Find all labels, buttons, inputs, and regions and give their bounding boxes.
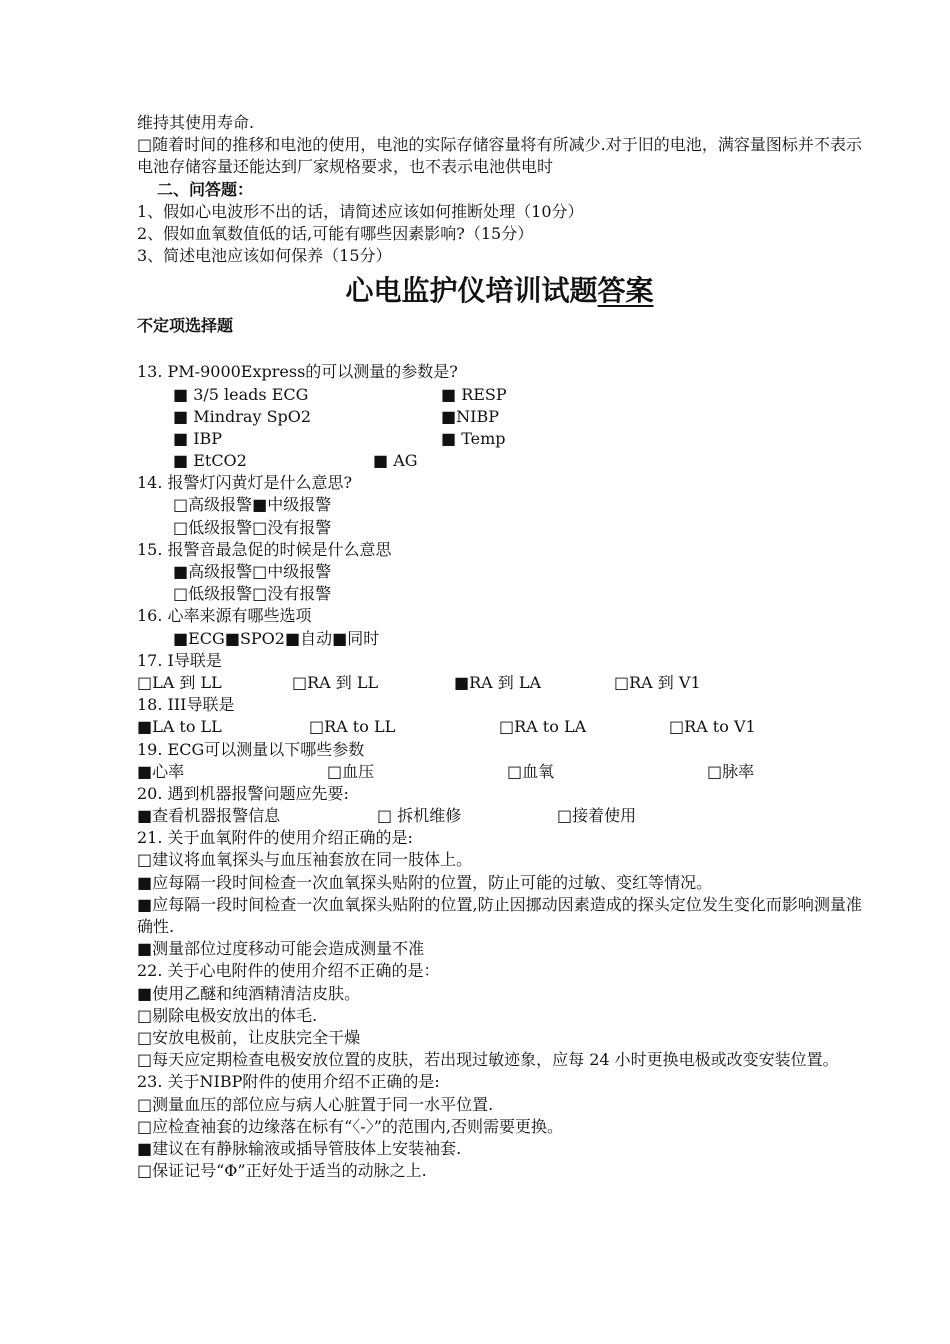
- q21-stem: 21. 关于血氧附件的使用介绍正确的是:: [137, 828, 413, 848]
- q21-option: ■测量部位过度移动可能会造成测量不准: [137, 939, 425, 959]
- q13-option: ■ 3/5 leads ECG: [173, 384, 309, 404]
- q20-option: ■查看机器报警信息: [137, 806, 281, 826]
- q13-option: ■ RESP: [441, 384, 507, 404]
- q14-options: □高级报警■中级报警: [173, 495, 332, 515]
- q22-option: ■使用乙醚和纯酒精清洁皮肤。: [137, 983, 361, 1003]
- q22-option: □每天应定期检查电极安放位置的皮肤，若出现过敏迹象，应每 24 小时更换电极或改变安装位置。: [137, 1050, 839, 1070]
- essay-question-1: 1、假如心电波形不出的话，请简述应该如何推断处理（10分）: [137, 201, 584, 221]
- q13-option: ■NIBP: [441, 406, 499, 426]
- q23-option: □应检查袖套的边缘落在标有“〈-〉”的范围内,否则需要更换。: [137, 1116, 563, 1136]
- prev-line: 维持其使用寿命.: [137, 113, 255, 132]
- q13-row: [137, 406, 862, 428]
- essay-question-3: 3、简述电池应该如何保养（15分）: [137, 246, 392, 266]
- subtitle: 不定项选择题: [137, 316, 234, 336]
- q13-option: ■ IBP: [173, 428, 223, 448]
- q23-option: □测量血压的部位应与病人心脏置于同一水平位置.: [137, 1094, 494, 1114]
- q21-option: □建议将血氧探头与血压袖套放在同一肢体上。: [137, 850, 473, 870]
- q23-stem: 23. 关于NIBP附件的使用介绍不正确的是:: [137, 1072, 440, 1092]
- q18-option: ■LA to LL: [137, 717, 222, 737]
- q19-option: □血氧: [507, 761, 555, 781]
- q13-row: [137, 384, 862, 406]
- q17-option: □RA 到 LL: [292, 672, 379, 692]
- q13-row: [137, 428, 862, 450]
- q13-option: ■ Temp: [441, 428, 506, 448]
- q17-option: □RA 到 V1: [614, 672, 701, 692]
- q20-option: □ 拆机维修: [377, 806, 462, 826]
- q22-stem: 22. 关于心电附件的使用介绍不正确的是：: [137, 961, 440, 981]
- q17-option: □LA 到 LL: [137, 672, 222, 692]
- q13-option: ■ EtCO2: [173, 451, 247, 471]
- q20-option: □接着使用: [557, 806, 637, 826]
- q19-option: □脉率: [707, 761, 755, 781]
- q17-options: [137, 672, 862, 694]
- section-heading: 二、问答题：: [157, 179, 254, 199]
- q14-options: □低级报警□没有报警: [173, 517, 332, 537]
- battery-note: □随着时间的推移和电池的使用，电池的实际存储容量将有所减少.对于旧的电池，满容量图标并不表示电池存储容量还能达到厂家规格要求，也不表示电池供电时: [137, 135, 862, 177]
- q13-row: [137, 450, 862, 472]
- q15-options: ■高级报警□中级报警: [173, 562, 332, 582]
- q18-options: [137, 716, 862, 738]
- q15-stem: 15. 报警音最急促的时候是什么意思: [137, 539, 392, 559]
- document-page: [137, 112, 862, 1182]
- q13-stem: 13. PM-9000Express的可以测量的参数是?: [137, 362, 458, 382]
- q15-options: □低级报警□没有报警: [173, 584, 332, 604]
- q21-option: ■应每隔一段时间检查一次血氧探头贴附的位置,防止因挪动因素造成的探头定位发生变化而影响测量准确性.: [137, 894, 862, 937]
- title-underlined: 答案: [597, 274, 654, 308]
- q14-stem: 14. 报警灯闪黄灯是什么意思?: [137, 473, 353, 493]
- q16-stem: 16. 心率来源有哪些选项: [137, 606, 312, 626]
- q13-option: ■ Mindray SpO2: [173, 406, 312, 426]
- title-main: 心电监护仪培训试题: [345, 274, 598, 308]
- q22-option: □安放电极前，让皮肤完全干燥: [137, 1028, 361, 1047]
- q18-option: □RA to V1: [669, 717, 756, 737]
- q19-options: [137, 761, 862, 783]
- q18-option: □RA to LL: [309, 717, 396, 737]
- q18-option: □RA to LA: [499, 717, 587, 737]
- q22-option: □剔除电极安放出的体毛.: [137, 1005, 318, 1025]
- q13-option: ■ AG: [373, 451, 418, 471]
- page-title: [137, 269, 862, 313]
- q16-options: ■ECG■SPO2■自动■同时: [173, 628, 380, 648]
- q23-option: ■建议在有静脉输液或插导管肢体上安装袖套.: [137, 1138, 462, 1158]
- q20-stem: 20. 遇到机器报警问题应先要:: [137, 783, 349, 803]
- q19-option: ■心率: [137, 761, 185, 781]
- q23-option: □保证记号“Φ”正好处于适当的动脉之上.: [137, 1161, 427, 1181]
- q20-options: [137, 805, 862, 827]
- essay-question-2: 2、假如血氧数值低的话,可能有哪些因素影响?（15分）: [137, 223, 534, 243]
- q19-option: □血压: [327, 761, 375, 781]
- q17-stem: 17. I导联是: [137, 650, 222, 670]
- q18-stem: 18. III导联是: [137, 695, 235, 715]
- q17-option: ■RA 到 LA: [454, 672, 542, 692]
- q19-stem: 19. ECG可以测量以下哪些参数: [137, 739, 365, 759]
- q21-option: ■应每隔一段时间检查一次血氧探头贴附的位置，防止可能的过敏、变红等情况。: [137, 872, 713, 892]
